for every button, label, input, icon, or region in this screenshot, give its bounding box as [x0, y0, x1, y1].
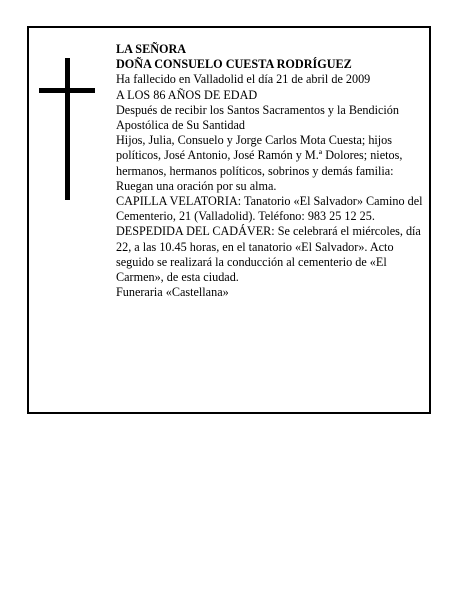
funeral-home: Funeraria «Castellana» — [116, 285, 229, 300]
farewell-info: DESPEDIDA DEL CADÁVER: Se celebrará el miércoles, día 22, a las 10.45 horas, en el tanatorio «El Salvador». Acto seguido se realizará la conducción al cementerio de «El Carmen», de esta ciudad. — [116, 224, 421, 285]
deceased-name: DOÑA CONSUELO CUESTA RODRÍGUEZ — [116, 57, 352, 72]
cross-icon — [65, 58, 70, 200]
cross-icon-bar — [39, 88, 95, 93]
obituary-text — [116, 42, 426, 300]
death-info: Ha fallecido en Valladolid el día 21 de abril de 2009 — [116, 72, 371, 87]
family-info: Hijos, Julia, Consuelo y Jorge Carlos Mota Cuesta; hijos políticos, José Antonio, José Ramón y M.ª Dolores; nietos, hermanos, hermanos políticos, sobrinos y demás familia: — [116, 133, 403, 178]
notice-title: LA SEÑORA — [116, 42, 187, 56]
prayer-request: Ruegan una oración por su alma. — [116, 178, 277, 193]
age-info: A LOS 86 AÑOS DE EDAD — [116, 87, 258, 102]
chapel-info: CAPILLA VELATORIA: Tanatorio «El Salvador» Camino del Cementerio, 21 (Valladolid). Teléfono: 983 25 12 25. — [116, 194, 423, 224]
sacraments-info: Después de recibir los Santos Sacramentos y la Bendición Apostólica de Su Santidad — [116, 102, 399, 133]
obituary-notice — [27, 26, 431, 414]
